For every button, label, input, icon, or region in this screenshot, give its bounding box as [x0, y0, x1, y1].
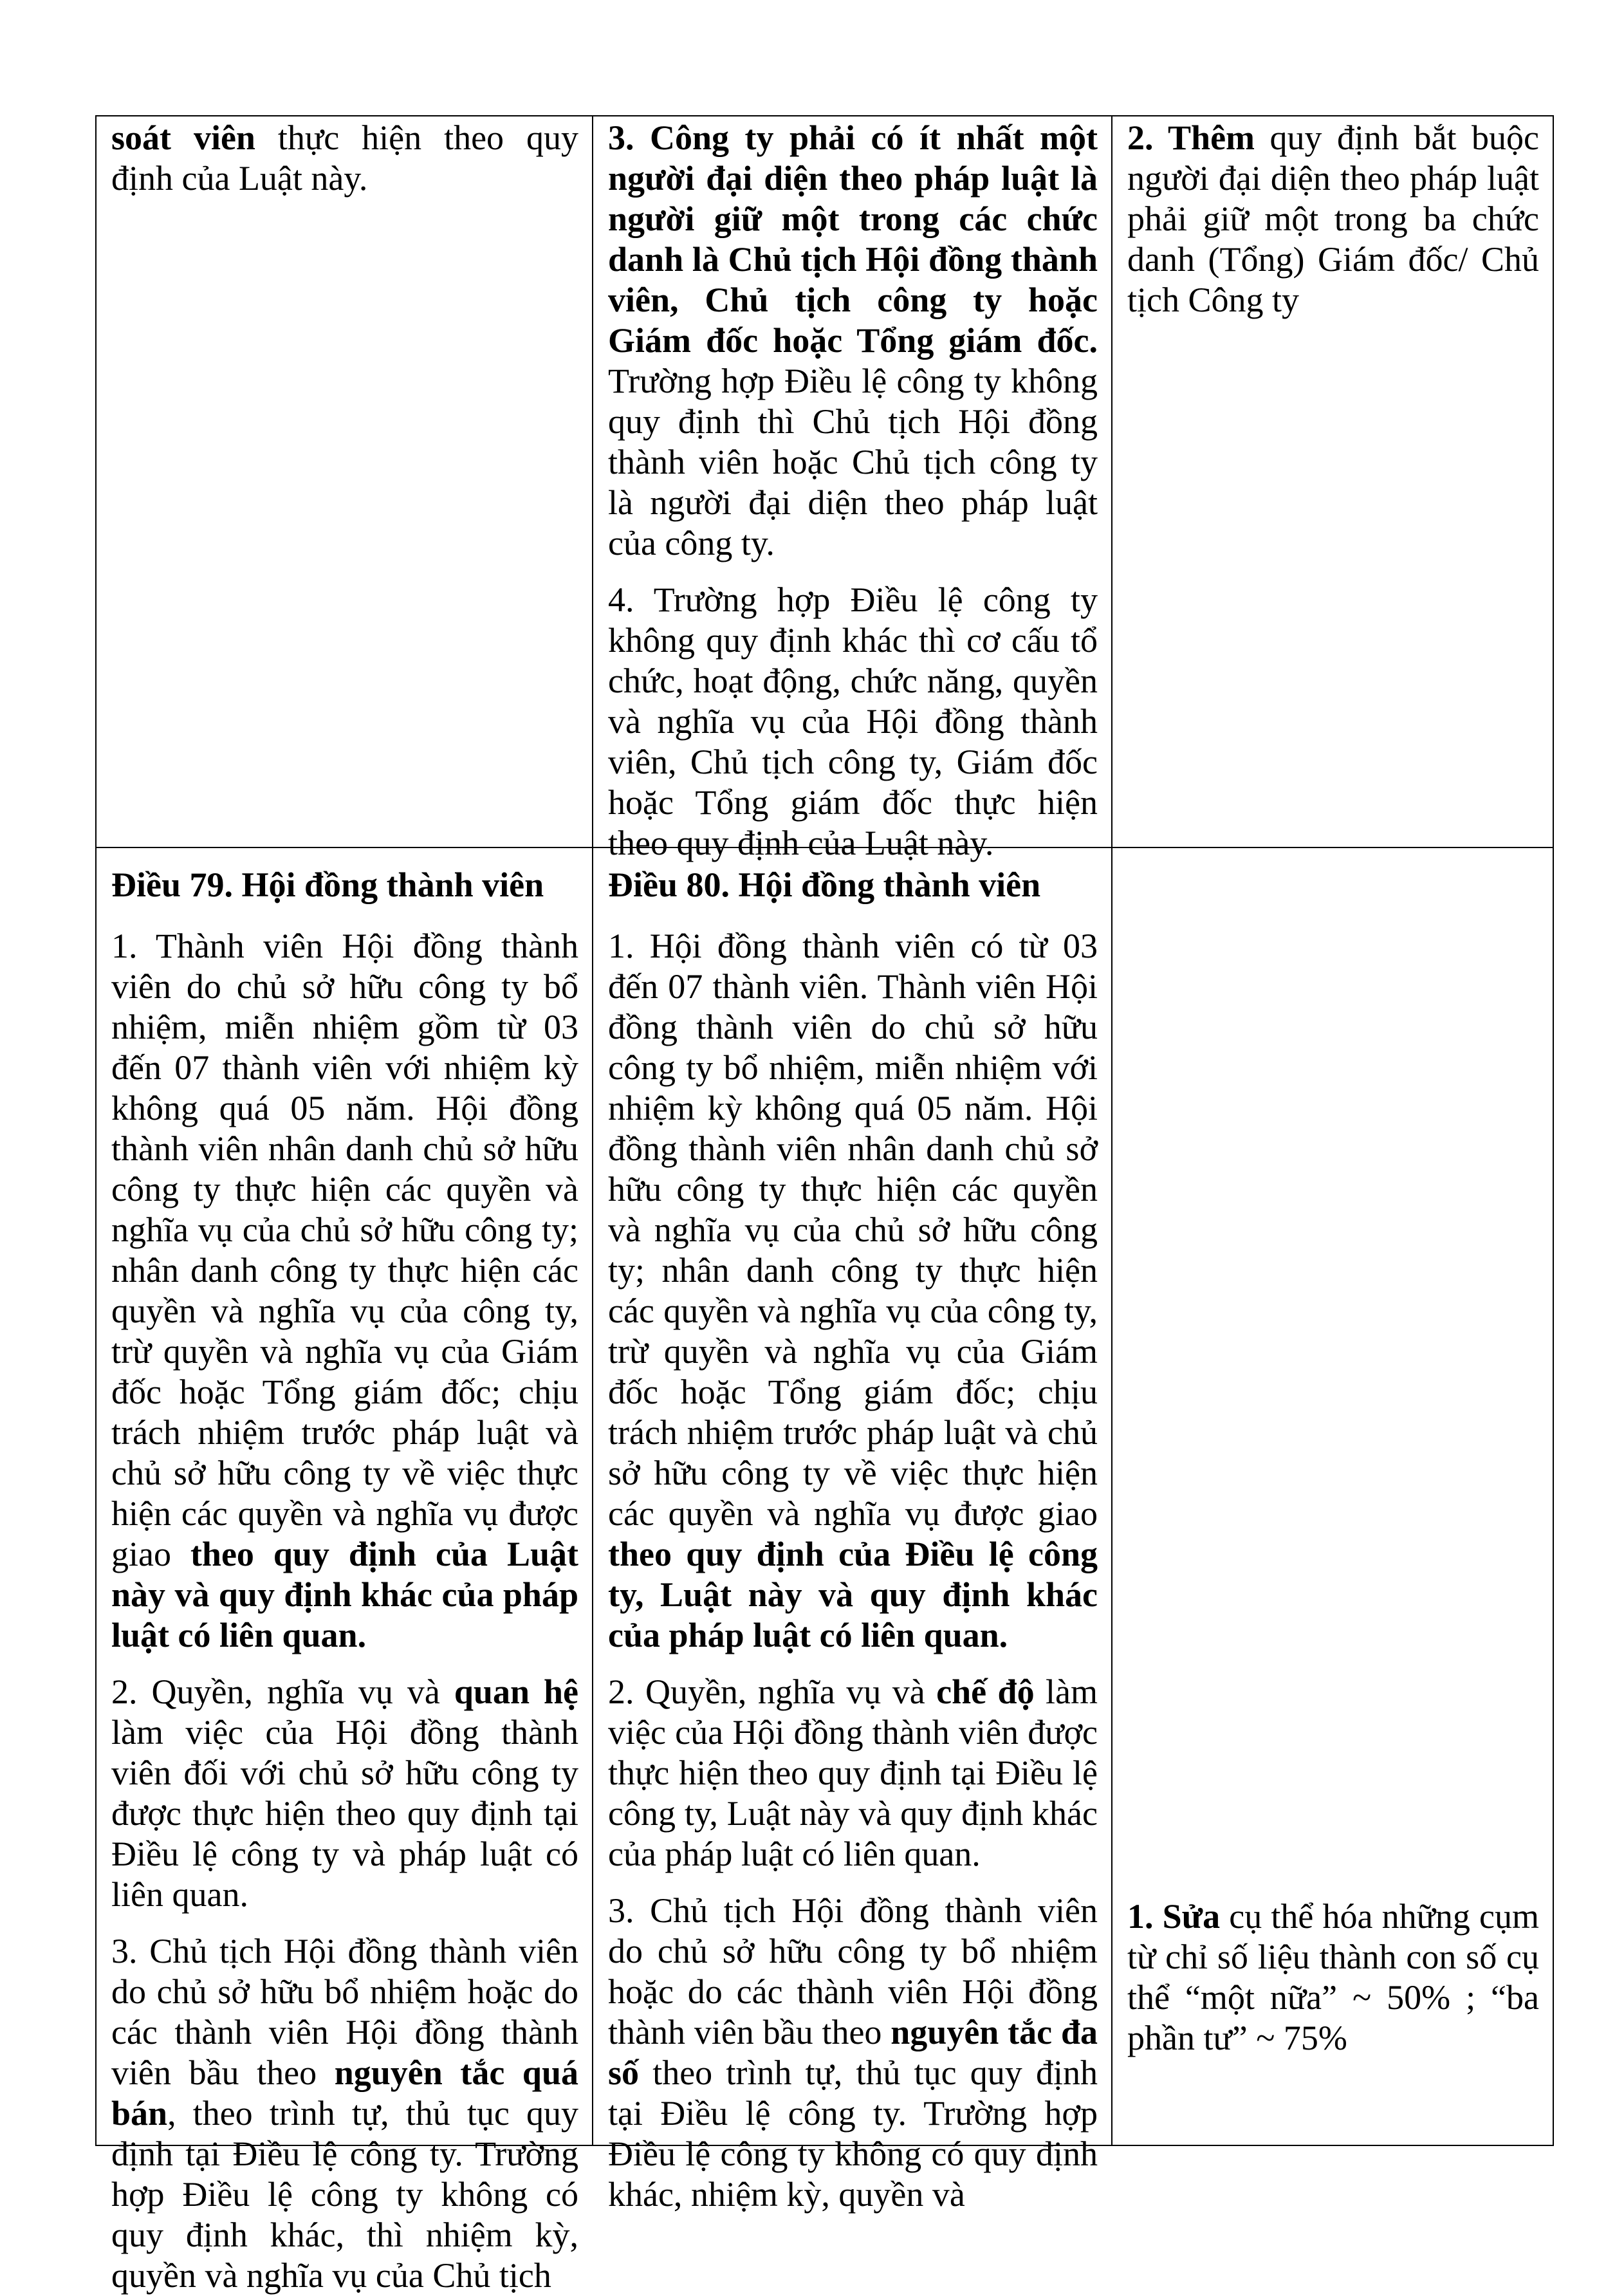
article-heading: Điều 79. Hội đồng thành viên — [111, 866, 544, 904]
bold-text: theo quy định của Luật này và quy định khác của pháp luật có liên quan. — [111, 1535, 578, 1654]
cell-r2-c1 — [97, 848, 593, 2295]
bold-text: nguyên tắc quá bán — [111, 2053, 578, 2133]
paragraph-text: 2. Quyền, nghĩa vụ và — [608, 1672, 937, 1711]
paragraph-text: 3. Chủ tịch Hội đồng thành viên do chủ sở hữu bổ nhiệm hoặc do các thành viên Hội đồng thành viên bầu theo — [111, 1932, 578, 2092]
paragraph — [608, 118, 1098, 564]
paragraph — [1127, 1896, 1539, 2059]
bold-text: soát viên — [111, 118, 255, 157]
cell-r1-c3 — [1112, 116, 1554, 848]
paragraph — [111, 926, 578, 1656]
bold-text: quan hệ — [454, 1672, 578, 1711]
comparison-table — [95, 115, 1554, 2295]
paragraph: 4. Trường hợp Điều lệ công ty không quy định khác thì cơ cấu tổ chức, hoạt động, chức năng, quyền và nghĩa vụ của Hội đồng thành viên, Chủ tịch công ty, Giám đốc hoặc Tổng giám đốc thực hiện theo quy định của Luật này. — [608, 580, 1098, 862]
paragraph-text: 1. Thành viên Hội đồng thành viên do chủ sở hữu công ty bổ nhiệm, miễn nhiệm gồm từ 03 đến 07 thành viên với nhiệm kỳ không quá 05 năm. Hội đồng thành viên nhân danh chủ sở hữu công ty thực hiện các quyền và nghĩa vụ của chủ sở hữu công ty; nhân danh công ty thực hiện các quyền và nghĩa vụ của công ty, trừ quyền và nghĩa vụ của Giám đốc hoặc Tổng giám đốc; chịu trách nhiệm trước pháp luật và chủ sở hữu công ty về việc thực hiện các quyền và nghĩa vụ được giao — [111, 927, 578, 1573]
article-heading: Điều 80. Hội đồng thành viên — [608, 866, 1041, 904]
cell-r1-c2 — [593, 116, 1112, 862]
paragraph-text: Trường hợp Điều lệ công ty không quy định thì Chủ tịch Hội đồng thành viên hoặc Chủ tịch công ty là người đại diện theo pháp luật của công ty. — [608, 362, 1098, 562]
paragraph-text: thực hiện theo quy định của Luật này. — [111, 118, 578, 198]
paragraph-text: theo trình tự, thủ tục quy định tại Điều lệ công ty. Trường hợp Điều lệ công ty không có quy định khác, nhiệm kỳ, quyền và — [608, 2053, 1098, 2214]
paragraph-text: làm việc của Hội đồng thành viên được thực hiện theo quy định tại Điều lệ công ty, Luật này và quy định khác của pháp luật có liên quan. — [608, 1672, 1098, 1873]
bold-text: 1. Sửa — [1127, 1897, 1221, 1936]
bold-text: 3. Công ty phải có ít nhất một người đại diện theo pháp luật là người giữ một trong các chức danh là Chủ tịch Hội đồng thành viên, Chủ tịch công ty hoặc Giám đốc hoặc Tổng giám đốc. — [608, 118, 1098, 360]
paragraph — [1127, 118, 1539, 320]
paragraph — [608, 1891, 1098, 2215]
paragraph-text: 2. Quyền, nghĩa vụ và — [111, 1672, 454, 1711]
paragraph-text: 3. Chủ tịch Hội đồng thành viên do chủ sở hữu công ty bổ nhiệm hoặc do các thành viên Hội đồng thành viên bầu theo — [608, 1891, 1098, 2051]
paragraph — [111, 1931, 578, 2296]
paragraph — [608, 1672, 1098, 1875]
bold-text: chế độ — [936, 1672, 1035, 1711]
paragraph-text: 1. Hội đồng thành viên có từ 03 đến 07 thành viên. Thành viên Hội đồng thành viên do chủ sở hữu công ty bổ nhiệm, miễn nhiệm với nhiệm kỳ không quá 05 năm. Hội đồng thành viên nhân danh chủ sở hữu công ty thực hiện các quyền và nghĩa vụ của chủ sở hữu công ty; nhân danh công ty thực hiện các quyền và nghĩa vụ của công ty, trừ quyền và nghĩa vụ của Giám đốc hoặc Tổng giám đốc; chịu trách nhiệm trước pháp luật và chủ sở hữu công ty về việc thực hiện các quyền và nghĩa vụ được giao — [608, 927, 1098, 1533]
paragraph — [111, 118, 578, 199]
paragraph-text: làm việc của Hội đồng thành viên đối với chủ sở hữu công ty được thực hiện theo quy định tại Điều lệ công ty và pháp luật có liên quan. — [111, 1713, 578, 1914]
bold-text: nguyên tắc đa số — [608, 2013, 1098, 2092]
paragraph — [608, 926, 1098, 1656]
bold-text: theo quy định của Điều lệ công ty, Luật này và quy định khác của pháp luật có liên quan. — [608, 1535, 1098, 1654]
cell-r2-c3 — [1112, 848, 1554, 2146]
paragraph-text: quy định bắt buộc người đại diện theo pháp luật phải giữ một trong ba chức danh (Tổng) Giám đốc/ Chủ tịch Công ty — [1127, 118, 1539, 319]
bold-text: 2. Thêm — [1127, 118, 1255, 157]
cell-r1-c1 — [97, 116, 593, 848]
paragraph-text: cụ thể hóa những cụm từ chỉ số liệu thành con số cụ thể “một nữa” ~ 50% ; “ba phần tư” ~ 75% — [1127, 1897, 1539, 2057]
cell-r2-c2 — [593, 848, 1112, 2214]
paragraph-text: , theo trình tự, thủ tục quy định tại Điều lệ công ty. Trường hợp Điều lệ công ty không có quy định khác, thì nhiệm kỳ, quyền và nghĩa vụ của Chủ tịch — [111, 2094, 578, 2295]
paragraph — [111, 1672, 578, 1915]
